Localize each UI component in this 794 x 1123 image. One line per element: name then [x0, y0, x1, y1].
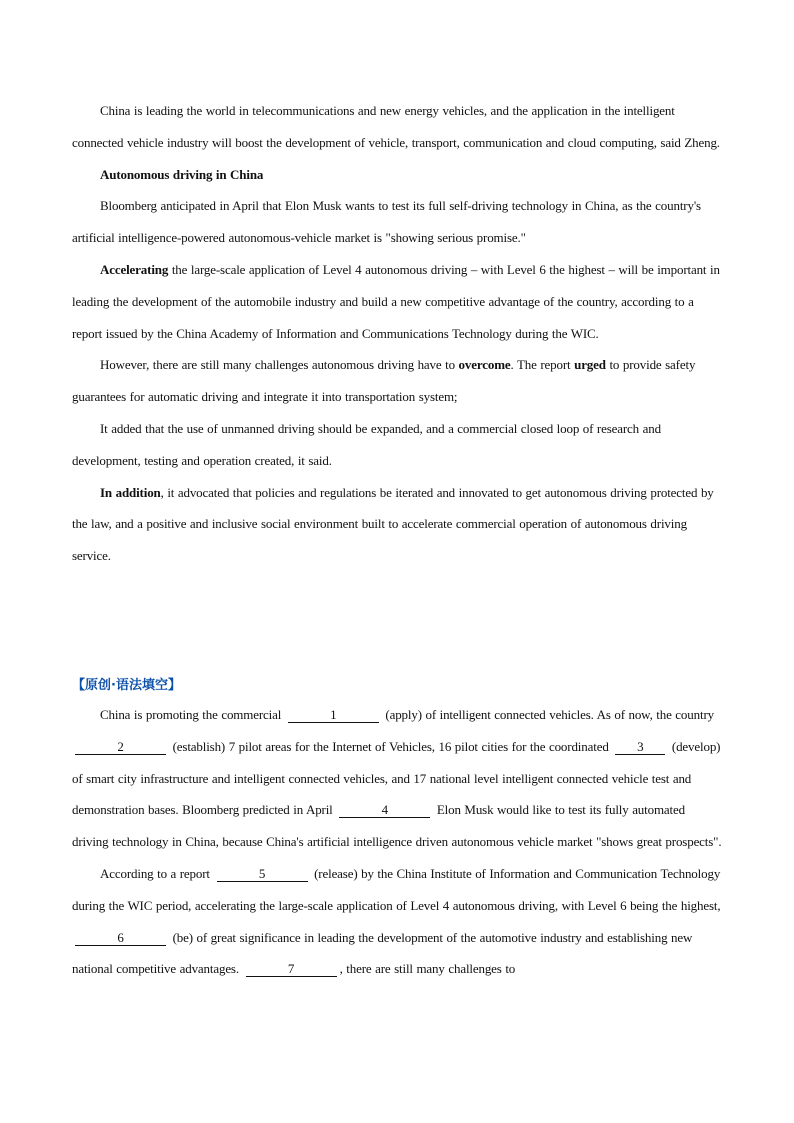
paragraph-challenges: [72, 349, 722, 413]
exercise-text: (apply) of intelligent connected vehicles. As of now, the country: [385, 707, 714, 722]
paragraph-text: . The report: [510, 357, 575, 373]
exercise-text: (establish) 7 pilot areas for the Internet of Vehicles, 16 pilot cities for the coordinated: [172, 738, 609, 754]
article-body: [72, 95, 722, 572]
bold-term-urged: urged: [574, 357, 606, 373]
blank-4[interactable]: 4: [339, 802, 430, 818]
paragraph-text: , it advocated that policies and regulations be iterated and innovated to get autonomous driving protected by the law, and a positive and inclusive social environment built to accelerate commercial operation of autonomous driving service.: [72, 484, 714, 564]
exercise-text: (be) of great significance in leading the development of the automotive industry and establishing new national competitive advantages.: [72, 929, 693, 977]
exercise-text: , there are still many challenges to: [339, 961, 516, 977]
paragraph-unmanned: It added that the use of unmanned driving should be expanded, and a commercial closed loop of research and development, testing and operation created, it said.: [72, 420, 661, 468]
bold-term-overcome: overcome: [458, 357, 511, 373]
exercise-paragraph-1: [72, 699, 722, 858]
paragraph-accelerating: [72, 254, 722, 349]
section-heading: Autonomous driving in China: [100, 166, 264, 182]
paragraph-zheng: China is leading the world in telecommunications and new energy vehicles, and the application in the intelligent connected vehicle industry will boost the development of vehicle, transport, communication and cloud computing, said Zheng.: [72, 103, 720, 150]
blank-2[interactable]: 2: [75, 739, 166, 755]
exercise-text: (release) by the China Institute of Information and Communication Technology during the WIC period, accelerating the large-scale application of Level 4 autonomous driving, with Level 6 being the highest,: [72, 865, 721, 913]
exercise-text: China is promoting the commercial: [100, 707, 282, 722]
blank-5[interactable]: 5: [217, 866, 308, 882]
paragraph-bloomberg: Bloomberg anticipated in April that Elon Musk wants to test its full self-driving technology in China, as the country's artificial intelligence-powered autonomous-vehicle market is "showing serious promise.": [72, 198, 701, 246]
blank-7[interactable]: 7: [246, 961, 337, 977]
blank-1[interactable]: 1: [288, 707, 379, 723]
bold-term-in-addition: In addition: [100, 484, 161, 500]
bold-term-accelerating: Accelerating: [100, 261, 169, 277]
paragraph-addition: [72, 477, 722, 572]
exercise-body: [72, 699, 722, 985]
paragraph-text: to provide safety guarantees for automatic driving and integrate it into transportation system;: [72, 357, 696, 405]
exercise-title: 【原创·语法填空】: [72, 678, 181, 693]
blank-3[interactable]: 3: [615, 739, 665, 755]
paragraph-text: the large-scale application of Level 4 autonomous driving – with Level 6 the highest – will be important in leading the development of the automobile industry and build a new competitive advantage of the country, according to a report issued by the China Academy of Information and Communications Technology during the WIC.: [72, 261, 720, 341]
exercise-text: According to a report: [100, 865, 210, 881]
paragraph-text: However, there are still many challenges autonomous driving have to: [100, 357, 459, 373]
exercise-text: (develop) of smart city infrastructure and intelligent connected vehicles, and 17 national level intelligent connected vehicle test and demonstration bases. Bloomberg predicted in April: [72, 738, 721, 818]
exercise-text: Elon Musk would like to test its fully automated driving technology in China, because China's artificial intelligence driven autonomous vehicle market "shows great prospects".: [72, 802, 722, 850]
exercise-paragraph-2: [72, 858, 722, 985]
blank-6[interactable]: 6: [75, 930, 166, 946]
